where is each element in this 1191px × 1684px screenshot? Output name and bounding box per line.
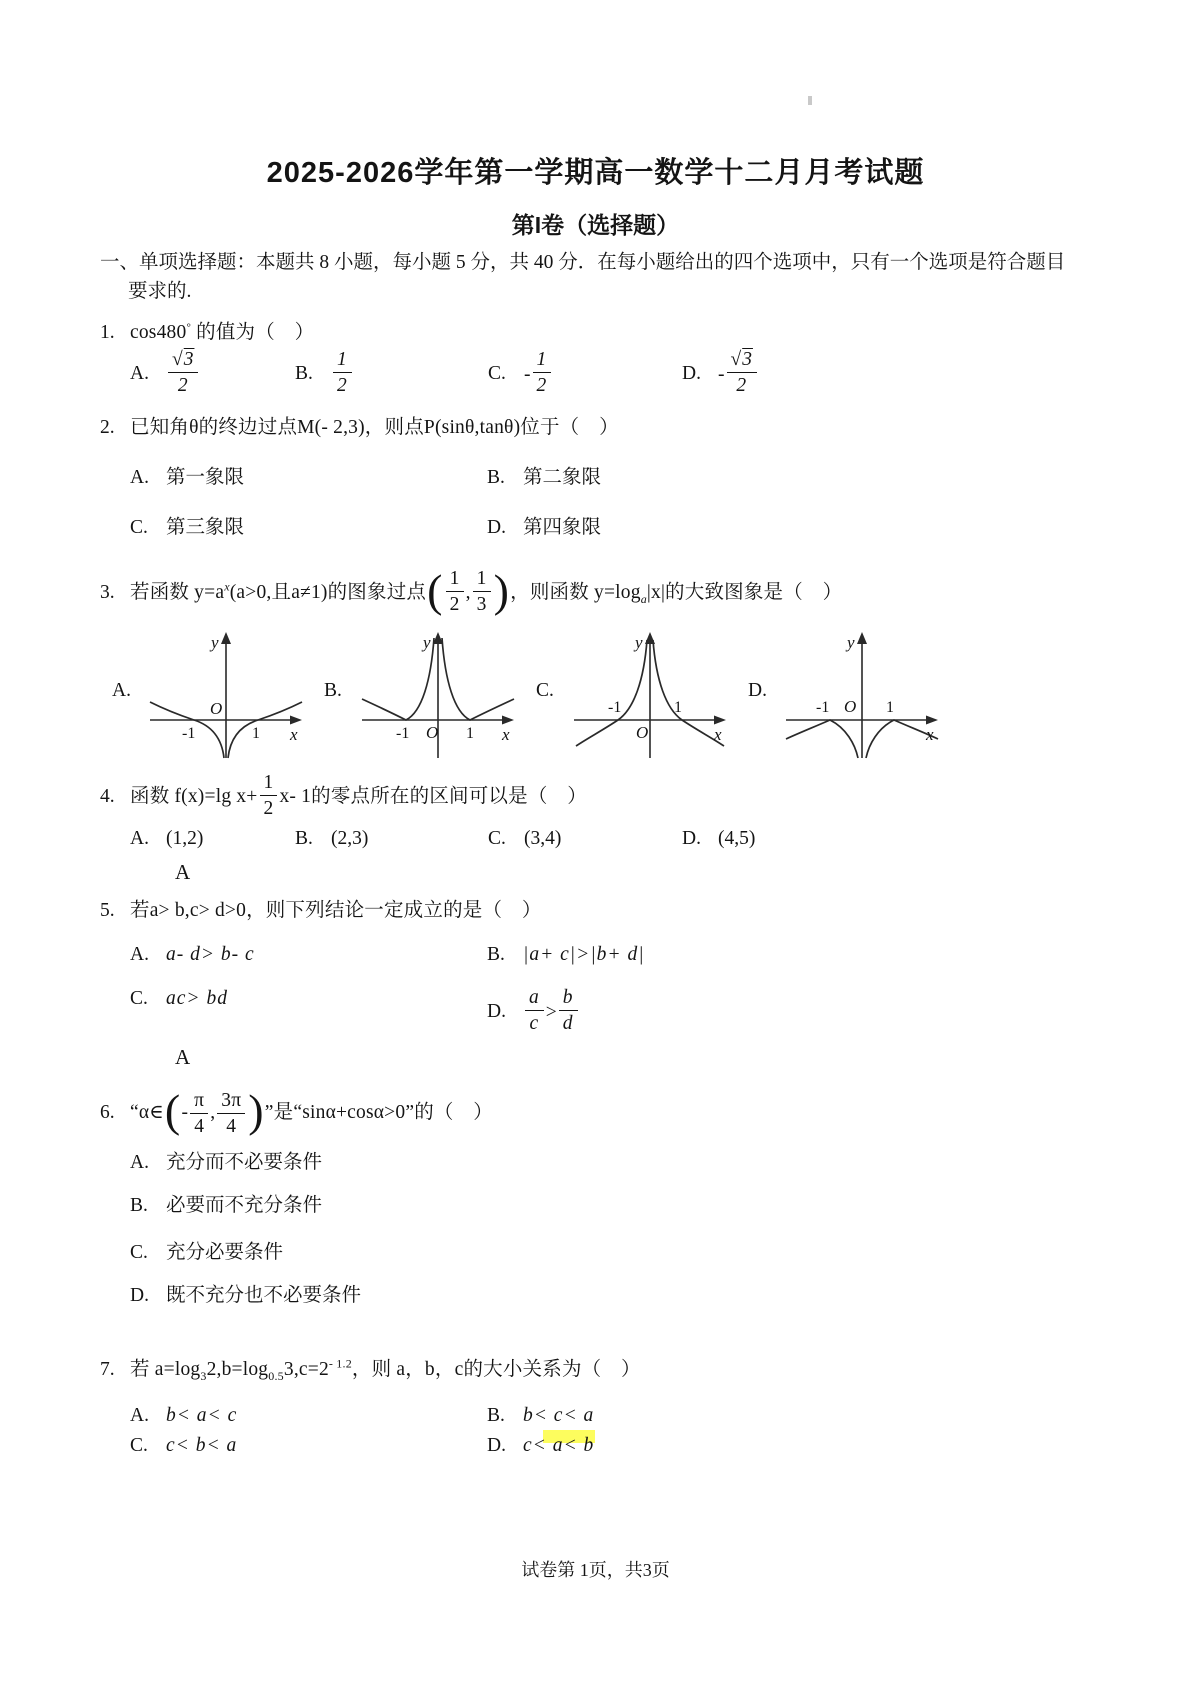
instructions: 一、单项选择题：本题共 8 小题，每小题 5 分，共 40 分．在每小题给出的四个选项中，只有一个选项是符合题目要求的. xyxy=(100,252,1066,302)
tick-left: -1 xyxy=(608,698,622,716)
q4-answer-mark: A xyxy=(175,859,191,884)
option-value: (1,2) xyxy=(166,827,204,849)
q1-options xyxy=(130,350,1191,401)
minus-sign: - xyxy=(181,1102,189,1124)
option-value: ac> bd xyxy=(166,987,228,1009)
q1-option-a xyxy=(130,350,295,401)
option-label: C. xyxy=(130,516,148,538)
denominator: 2 xyxy=(533,372,552,399)
option-value: |a+ c|>|b+ d| xyxy=(523,943,645,965)
radical-sign: √ xyxy=(172,348,184,370)
q2-options xyxy=(130,461,1191,539)
fraction xyxy=(333,348,352,399)
question-7 xyxy=(100,1351,1191,1389)
q4-number: 4. xyxy=(100,786,115,808)
q7-stem-part: 2,b=log xyxy=(206,1359,269,1380)
option-value: c< a< b xyxy=(523,1434,595,1456)
fraction xyxy=(190,1089,208,1140)
tick-right: 1 xyxy=(674,698,682,716)
q1-stem-text: cos480 xyxy=(130,321,187,343)
denominator: 2 xyxy=(333,372,352,399)
q6-options xyxy=(130,1150,1191,1309)
big-paren-close: ) xyxy=(493,565,510,616)
x-label: x xyxy=(290,724,298,744)
origin-label: O xyxy=(210,698,223,718)
tick-left: -1 xyxy=(396,724,410,742)
q6-number: 6. xyxy=(100,1102,115,1124)
graph-d xyxy=(778,628,948,763)
q4-stem-part: 函数 f(x)=lg x+ xyxy=(130,786,258,808)
big-paren-close: ) xyxy=(248,1085,264,1136)
q2-option-c xyxy=(130,511,487,539)
option-label: B. xyxy=(487,1404,505,1426)
option-label: D. xyxy=(487,516,506,538)
option-label: D. xyxy=(130,1284,149,1306)
q5-options xyxy=(130,944,1191,1039)
question-2 xyxy=(100,415,1191,441)
comma: , xyxy=(210,1102,216,1124)
q1-option-d xyxy=(682,350,1191,401)
q6-stem-part: “α∈ xyxy=(130,1102,164,1124)
q2-option-d xyxy=(487,511,1191,539)
x-arrow-icon xyxy=(926,715,938,724)
option-label: C. xyxy=(130,1434,148,1456)
section-title: 第I卷（选择题） xyxy=(511,212,680,238)
q6-option-c xyxy=(130,1240,1191,1266)
fraction xyxy=(260,771,278,822)
exponent: - 1.2 xyxy=(328,1356,352,1371)
option-label: A. xyxy=(130,943,149,965)
graph-label: A. xyxy=(112,679,131,701)
q5-number: 5. xyxy=(100,899,115,921)
origin-label: O xyxy=(844,696,857,716)
option-label: D. xyxy=(487,1434,506,1456)
q3-stem xyxy=(130,565,843,616)
option-value: c< b< a xyxy=(166,1434,238,1456)
degree-symbol: ° xyxy=(186,321,192,333)
fraction xyxy=(727,348,757,399)
q3-stem-part: ，则函数 y=log xyxy=(510,582,641,604)
option-label: B. xyxy=(130,1194,148,1216)
numerator: 1 xyxy=(449,567,460,589)
numerator: 1 xyxy=(337,348,348,370)
denominator: 2 xyxy=(168,372,198,399)
x-arrow-icon xyxy=(502,715,514,724)
q7-stem-part: 若 a=log xyxy=(130,1359,201,1380)
radical-sign: √ xyxy=(730,348,743,370)
q3-number: 3. xyxy=(100,582,115,604)
fraction xyxy=(168,348,198,399)
q7-option-a xyxy=(130,1405,487,1427)
option-label: A. xyxy=(130,827,149,849)
x-label: x xyxy=(714,724,722,744)
denominator: 3 xyxy=(473,591,491,618)
big-paren-open: ( xyxy=(164,1085,181,1136)
numerator: 3π xyxy=(221,1089,242,1111)
q1-option-c xyxy=(488,350,682,401)
q2-option-b xyxy=(487,461,1191,489)
y-arrow-icon xyxy=(221,632,231,644)
numerator xyxy=(727,348,757,372)
q4-option-d xyxy=(682,828,1191,850)
subscript: a xyxy=(640,592,647,607)
q2-stem: 已知角θ的终边过点M(- 2,3)，则点P(sinθ,tanθ)位于（ ） xyxy=(130,416,619,438)
q3-graph-option-a xyxy=(112,628,312,763)
q6-option-b xyxy=(130,1193,1191,1219)
numerator: 1 xyxy=(476,567,487,589)
fraction xyxy=(559,986,578,1037)
y-label: y xyxy=(211,632,219,652)
numerator: π xyxy=(194,1089,205,1111)
q5-option-d xyxy=(487,988,1191,1039)
graph-label: C. xyxy=(536,679,554,701)
q5-answer-mark: A xyxy=(175,1044,191,1069)
option-value: (2,3) xyxy=(331,827,369,849)
page-footer: 试卷第 1页，共3页 xyxy=(521,1560,670,1580)
option-label: B. xyxy=(487,466,505,488)
q7-stem-part: 3,c=2 xyxy=(283,1359,329,1380)
option-value: 第一象限 xyxy=(166,466,245,488)
x-arrow-icon xyxy=(290,715,302,724)
q7-option-b xyxy=(487,1405,1191,1427)
graph-b xyxy=(354,628,524,763)
tick-left: -1 xyxy=(816,698,830,716)
option-label: C. xyxy=(130,1241,148,1263)
big-paren-open: ( xyxy=(427,565,443,616)
tick-right: 1 xyxy=(252,724,260,742)
subscript: 0.5 xyxy=(268,1368,284,1383)
denominator: d xyxy=(559,1010,578,1037)
fraction xyxy=(473,567,491,618)
q3-graph-option-c xyxy=(536,628,736,763)
y-label: y xyxy=(423,632,431,652)
numerator xyxy=(168,348,198,372)
option-value: 既不充分也不必要条件 xyxy=(166,1284,362,1306)
option-label: A. xyxy=(130,1404,149,1426)
option-value: (3,4) xyxy=(524,827,562,849)
question-1 xyxy=(100,314,1191,346)
q3-graph-option-b xyxy=(324,628,524,763)
q6-option-d xyxy=(130,1283,1191,1309)
q3-graph-option-d xyxy=(748,628,948,763)
denominator: 2 xyxy=(727,372,757,399)
graph-label: D. xyxy=(748,679,767,701)
minus-sign: - xyxy=(718,363,725,385)
option-label: B. xyxy=(295,827,313,849)
minus-sign: - xyxy=(524,363,531,385)
exponent: x xyxy=(224,579,230,594)
q4-option-a xyxy=(130,828,295,850)
radicand: 3 xyxy=(183,348,195,370)
y-arrow-icon xyxy=(857,632,867,644)
q6-stem-part: ”是“sinα+cosα>0”的（ ） xyxy=(264,1102,493,1124)
question-6 xyxy=(100,1085,1191,1140)
option-label: D. xyxy=(682,827,701,849)
q3-stem-part: |x|的大致图象是（ ） xyxy=(646,582,843,604)
q4-stem xyxy=(130,771,587,819)
option-value: 第三象限 xyxy=(166,516,245,538)
denominator: 4 xyxy=(190,1113,208,1140)
q7-options xyxy=(130,1405,1191,1457)
q2-option-a xyxy=(130,461,487,489)
option-value-wrap xyxy=(523,1435,594,1456)
denominator: 4 xyxy=(217,1113,245,1140)
origin-label: O xyxy=(426,722,439,742)
option-value: (4,5) xyxy=(718,827,756,849)
option-label: D. xyxy=(682,363,701,385)
q7-option-d xyxy=(487,1435,1191,1457)
option-value: b< c< a xyxy=(523,1404,595,1426)
q5-option-b xyxy=(487,944,1191,966)
numerator: b xyxy=(562,986,574,1008)
option-label: B. xyxy=(295,363,313,385)
q1-number: 1. xyxy=(100,321,115,343)
q1-stem-rest: 的值为（ ） xyxy=(196,321,315,343)
radicand: 3 xyxy=(742,348,753,370)
fraction xyxy=(525,986,544,1037)
q1-option-b xyxy=(295,350,488,401)
denominator: 2 xyxy=(446,591,464,618)
option-value: a- d> b- c xyxy=(166,943,255,965)
x-arrow-icon xyxy=(714,715,726,724)
graph-c xyxy=(566,628,736,763)
option-value: 充分而不必要条件 xyxy=(166,1151,323,1173)
q7-option-c xyxy=(130,1435,487,1457)
numerator: a xyxy=(529,986,540,1008)
tick-left: -1 xyxy=(182,724,196,742)
fraction xyxy=(217,1089,245,1140)
q3-graph-options xyxy=(112,628,1191,763)
option-label: A. xyxy=(130,1151,149,1173)
fraction xyxy=(533,348,552,399)
curve-right xyxy=(442,638,514,720)
q5-stem: 若a> b,c> d>0，则下列结论一定成立的是（ ） xyxy=(130,899,542,921)
option-label: C. xyxy=(488,363,506,385)
q4-stem-part: x- 1的零点所在的区间可以是（ ） xyxy=(279,786,587,808)
tick-right: 1 xyxy=(886,698,894,716)
q4-option-b xyxy=(295,828,488,850)
denominator: 2 xyxy=(260,795,278,822)
origin-label: O xyxy=(636,722,649,742)
numerator: 1 xyxy=(263,771,274,793)
q4-options xyxy=(130,828,1191,850)
option-label: B. xyxy=(487,943,505,965)
q3-stem-part: (a>0,且a≠1)的图象过点 xyxy=(229,582,427,604)
q3-stem-part: 若函数 y=a xyxy=(130,582,225,604)
y-label: y xyxy=(635,632,643,652)
denominator: c xyxy=(525,1010,544,1037)
q6-option-a xyxy=(130,1150,1191,1176)
option-value: 第四象限 xyxy=(523,516,602,538)
option-label: C. xyxy=(488,827,506,849)
option-label: A. xyxy=(130,363,149,385)
graph-a xyxy=(142,628,312,763)
option-label: D. xyxy=(487,1001,506,1023)
fraction xyxy=(446,567,464,618)
question-4 xyxy=(100,773,1191,824)
subscript: 3 xyxy=(200,1368,207,1383)
graph-label: B. xyxy=(324,679,342,701)
x-label: x xyxy=(502,724,510,744)
x-label: x xyxy=(926,724,934,744)
option-value: 必要而不充分条件 xyxy=(166,1194,323,1216)
option-value: b< a< c xyxy=(166,1404,238,1426)
q2-number: 2. xyxy=(100,416,115,438)
y-label: y xyxy=(847,632,855,652)
q7-stem xyxy=(130,1356,641,1383)
question-5 xyxy=(100,898,1191,924)
q1-stem xyxy=(130,322,314,343)
option-value: 充分必要条件 xyxy=(166,1241,284,1263)
exam-title: 2025-2026学年第一学期高一数学十二月月考试题 xyxy=(266,157,925,189)
stray-mark xyxy=(808,96,812,105)
q7-number: 7. xyxy=(100,1359,115,1380)
q4-option-c xyxy=(488,828,682,850)
option-label: C. xyxy=(130,987,148,1009)
q5-option-c xyxy=(130,988,487,1039)
relation-sign: > xyxy=(545,1001,557,1023)
question-3 xyxy=(100,565,1191,620)
q5-option-a xyxy=(130,944,487,966)
option-value: 第二象限 xyxy=(523,466,602,488)
numerator: 1 xyxy=(536,348,548,370)
curve-left xyxy=(786,720,858,758)
comma: , xyxy=(465,582,471,604)
q7-stem-part: ，则 a，b，c的大小关系为（ ） xyxy=(351,1359,641,1380)
option-label: A. xyxy=(130,466,149,488)
tick-right: 1 xyxy=(466,724,474,742)
